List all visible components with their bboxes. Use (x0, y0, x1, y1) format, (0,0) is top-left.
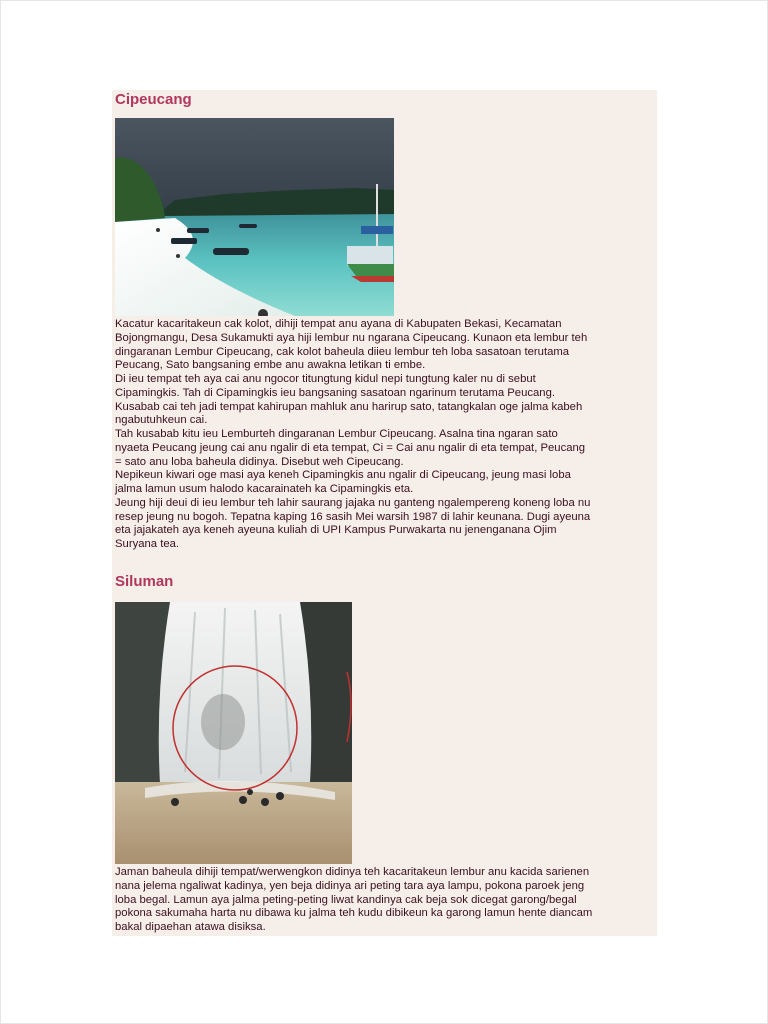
paragraph-line: Bojongmangu, Desa Sukamukti aya hiji lembur nu ngarana Cipeucang. Kunaon eta lembur teh (115, 331, 588, 344)
section-title-siluman: Siluman (115, 573, 174, 590)
paragraph-line: loba begal. Lamun aya jalma peting-peting liwat kandinya cak beja sok dicegat garong/begal (115, 893, 577, 906)
paragraph-line: Nepikeun kiwari oge masi aya keneh Cipamingkis anu ngalir di Cipeucang, jeung masi loba (115, 469, 571, 482)
paragraph-line: Tah kusabab kitu ieu Lemburteh dingaranan Lembur Cipeucang. Asalna tina ngaran sato (115, 428, 558, 440)
section-title-cipeucang: Cipeucang (115, 91, 192, 108)
paragraph-line: Jaman baheula dihiji tempat/werwengkon didinya teh kacaritakeun lembur anu kacida sarienen (115, 866, 590, 878)
paragraph-line: jalma lamun usum halodo kacarainateh ka Cipamingkis eta. (115, 483, 414, 495)
article-panel (112, 90, 657, 936)
beach-photo (115, 118, 394, 316)
paragraph-line: Di ieu tempat teh aya cai anu ngocor titungtung kidul nepi tungtung kaler nu di sebut (115, 373, 536, 385)
paragraph-line: resep jeung nu bogoh. Tepatna kaping 16 sasih Mei warsih 1987 di lahir keunana. Dugi ayeuna (115, 510, 591, 523)
paragraph-line: bakal dipaehan atawa disiksa. (115, 921, 266, 933)
paragraph-line: nana jelema ngaliwat kadinya, yen beja didinya ari peting tara aya lampu, pokona paroek jeng (115, 879, 585, 892)
paragraph-line: Kacatur kacaritakeun cak kolot, dihiji tempat anu ayana di Kabupaten Bekasi, Kecamatan (115, 318, 562, 330)
paragraph-line: ngabutuhkeun cai. (115, 414, 208, 427)
paragraph-line: nyaeta Peucang jeung cai anu ngalir di eta tempat, Ci = Cai anu ngalir di eta tempat, Peucang (115, 441, 586, 454)
waterfall-photo (115, 602, 352, 864)
section-body-siluman (115, 866, 655, 935)
paragraph-line: eta jajakateh aya keneh ayeuna kuliah di UPI Kampus Purwakarta nu jenenganana Ojim (115, 524, 557, 537)
paragraph-line: Suryana tea. (115, 538, 180, 550)
paragraph-line: dingaranan Lembur Cipeucang, cak kolot baheula diieu lembur teh loba sasatoan terutama (115, 345, 570, 358)
paragraph-line: = sato anu loba baheula didinya. Disebut weh Cipeucang. (115, 455, 404, 468)
paragraph-line: Kusabab cai teh jadi tempat kahirupan mahluk anu harirup sato, tatangkalan oge jalma kabeh (115, 400, 583, 413)
paragraph-line: Jeung hiji deui di ieu lembur teh lahir saurang jajaka nu ganteng ngalempereng koneng loba nu (115, 496, 591, 509)
paragraph-line: Peucang, Sato bangsaning embe anu awakna letikan ti embe. (115, 359, 426, 372)
paragraph-line: pokona sakumaha harta nu dibawa ku jalma teh kudu dibikeun ka garong lamun hente diancam (115, 907, 593, 920)
section-body-cipeucang (115, 318, 655, 552)
paragraph-line: Cipamingkis. Tah di Cipamingkis ieu bangsaning sasatoan ngarinum terutama Peucang. (115, 386, 555, 399)
